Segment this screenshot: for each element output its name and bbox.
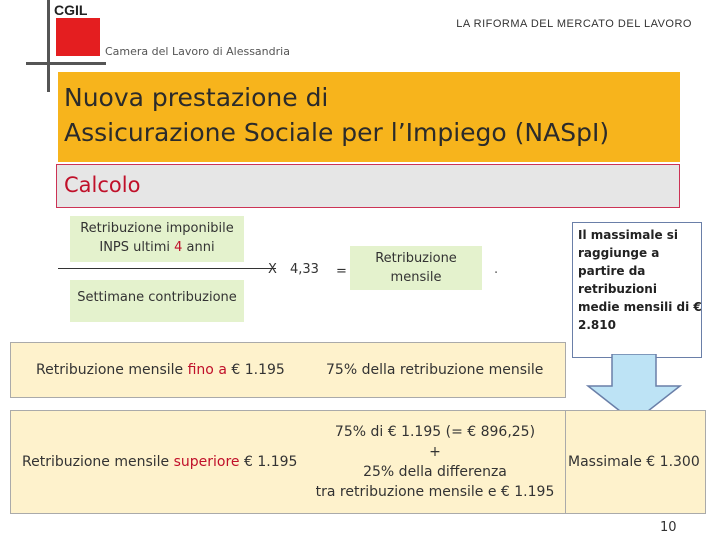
row1-prefix: Retribuzione mensile (36, 362, 188, 378)
slide-title (64, 80, 609, 150)
row2-divider (565, 410, 566, 514)
row2-prefix: Retribuzione mensile (22, 454, 174, 470)
cgil-logo-red-block (56, 18, 100, 56)
numerator-suffix: anni (182, 240, 215, 255)
maximum-callout-text: Il massimale si raggiunge a partire da retribuzioni medie mensili di € 2.810 (578, 228, 702, 332)
row1-condition (36, 362, 285, 378)
numerator-line2 (70, 238, 244, 257)
row2-formula-line2: + (429, 444, 441, 460)
result-text (350, 249, 482, 287)
trailing-dot: . (494, 262, 499, 277)
section-banner (56, 164, 680, 208)
row2-formula-line1: 75% di € 1.195 (= € 896,25) (334, 424, 536, 440)
numerator-years: 4 (174, 240, 183, 255)
numerator-text (70, 219, 244, 257)
row1-highlight: fino a (187, 362, 227, 378)
header-vertical-rule (47, 0, 50, 92)
result-line1: Retribuzione (375, 251, 457, 266)
row2-formula-line4: tra retribuzione mensile e € 1.195 (315, 484, 555, 500)
row1-result: 75% della retribuzione mensile (326, 362, 544, 378)
slide-title-line2: Assicurazione Sociale per l’Impiego (NASpI) (64, 118, 610, 147)
row2-condition (22, 454, 297, 470)
row2-highlight: superiore (173, 454, 240, 470)
fraction-line (58, 268, 276, 269)
cgil-logo-text: CGIL (54, 2, 88, 18)
denominator-text: Settimane contribuzione (77, 290, 237, 305)
multiply-sign: X (268, 262, 277, 277)
page-number: 10 (660, 520, 677, 535)
row2-formula (310, 422, 560, 502)
equals-sign: = (336, 264, 347, 279)
row1-suffix: € 1.195 (226, 362, 285, 378)
header-title: LA RIFORMA DEL MERCATO DEL LAVORO (456, 18, 692, 30)
slide-title-line1: Nuova prestazione di (64, 83, 329, 112)
header-subtitle: Camera del Lavoro di Alessandria (105, 45, 290, 58)
row2-suffix: € 1.195 (239, 454, 298, 470)
section-title: Calcolo (64, 173, 141, 197)
result-line2: mensile (390, 270, 442, 285)
row2-formula-line3: 25% della differenza (363, 464, 507, 480)
numerator-line1: Retribuzione imponibile (80, 221, 234, 236)
header-horizontal-rule (26, 62, 106, 65)
row2-maximum: Massimale € 1.300 (568, 454, 700, 470)
numerator-prefix: INPS ultimi (99, 240, 175, 255)
multiplier-value: 4,33 (290, 262, 319, 277)
